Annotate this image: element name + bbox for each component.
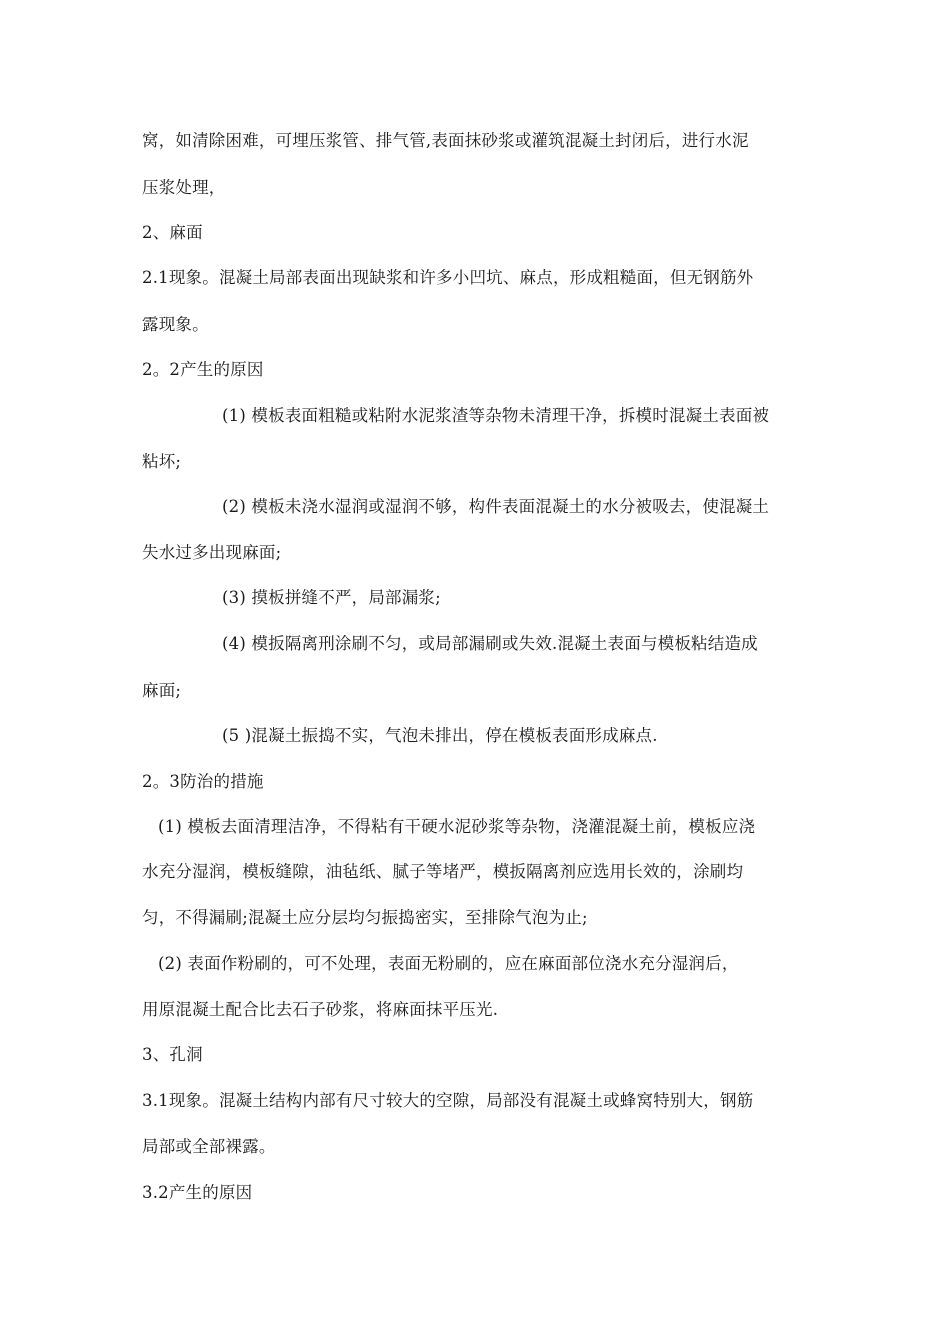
list-item: (3) 摸板拼缝不严，局部漏浆; (222, 588, 441, 607)
text-line: 水充分湿润，模板缝隙，油毡纸、腻子等堵严，模扳隔离剂应选用长效的，涂刷均 (142, 862, 744, 881)
section-heading: 3、孔洞 (142, 1045, 203, 1064)
text-line: 麻面; (142, 681, 182, 700)
subsection-heading: 2。2产生的原因 (142, 360, 264, 379)
list-item: (1) 模板表面粗糙或粘附水泥浆渣等杂物未清理干净，拆模时混凝土表面被 (222, 406, 770, 425)
subsection-heading: 3.2产生的原因 (142, 1183, 253, 1202)
text-line: 用原混凝土配合比去石子砂浆，将麻面抹平压光. (142, 1000, 499, 1019)
list-item: (2) 表面作粉刷的，可不处理，表面无粉刷的，应在麻面部位浇水充分湿润后， (158, 954, 739, 973)
list-item: (2) 模板未浇水湿润或湿润不够，构件表面混凝土的水分被吸去，使混凝土 (222, 497, 770, 516)
text-line: 失水过多出现麻面; (142, 543, 282, 562)
list-item: (1) 模板去面清理洁净，不得粘有干硬水泥砂浆等杂物，浇灌混凝土前，模板应浇 (158, 817, 756, 836)
text-line: 窝，如清除困难，可埋压浆管、排气管,表面抹砂浆或灌筑混凝土封闭后，进行水泥 (142, 131, 749, 150)
text-line: 2.1现象。混凝土局部表面出现缺浆和许多小凹坑、麻点，形成粗糙面，但无钢筋外 (142, 268, 754, 287)
text-line: 3.1现象。混凝土结构内部有尺寸较大的空隙，局部没有混凝土或蜂窝特别大，钢筋 (142, 1091, 754, 1110)
list-item: (4) 模扳隔离刑涂刷不匀，或局部漏刷或失效.混凝土表面与模板粘结造成 (222, 634, 758, 653)
text-line: 匀，不得漏刷;混凝土应分层均匀振捣密实，至排除气泡为止; (142, 908, 588, 927)
text-line: 露现象。 (142, 315, 209, 334)
section-heading: 2、麻面 (142, 223, 203, 242)
text-line: 局部或全部裸露。 (142, 1137, 276, 1156)
list-item: (5 )混凝土振捣不实，气泡未排出，停在模板表面形成麻点. (222, 726, 658, 745)
text-line: 粘坏; (142, 452, 182, 471)
text-line: 压浆处理， (142, 178, 226, 197)
subsection-heading: 2。3防治的措施 (142, 772, 264, 791)
